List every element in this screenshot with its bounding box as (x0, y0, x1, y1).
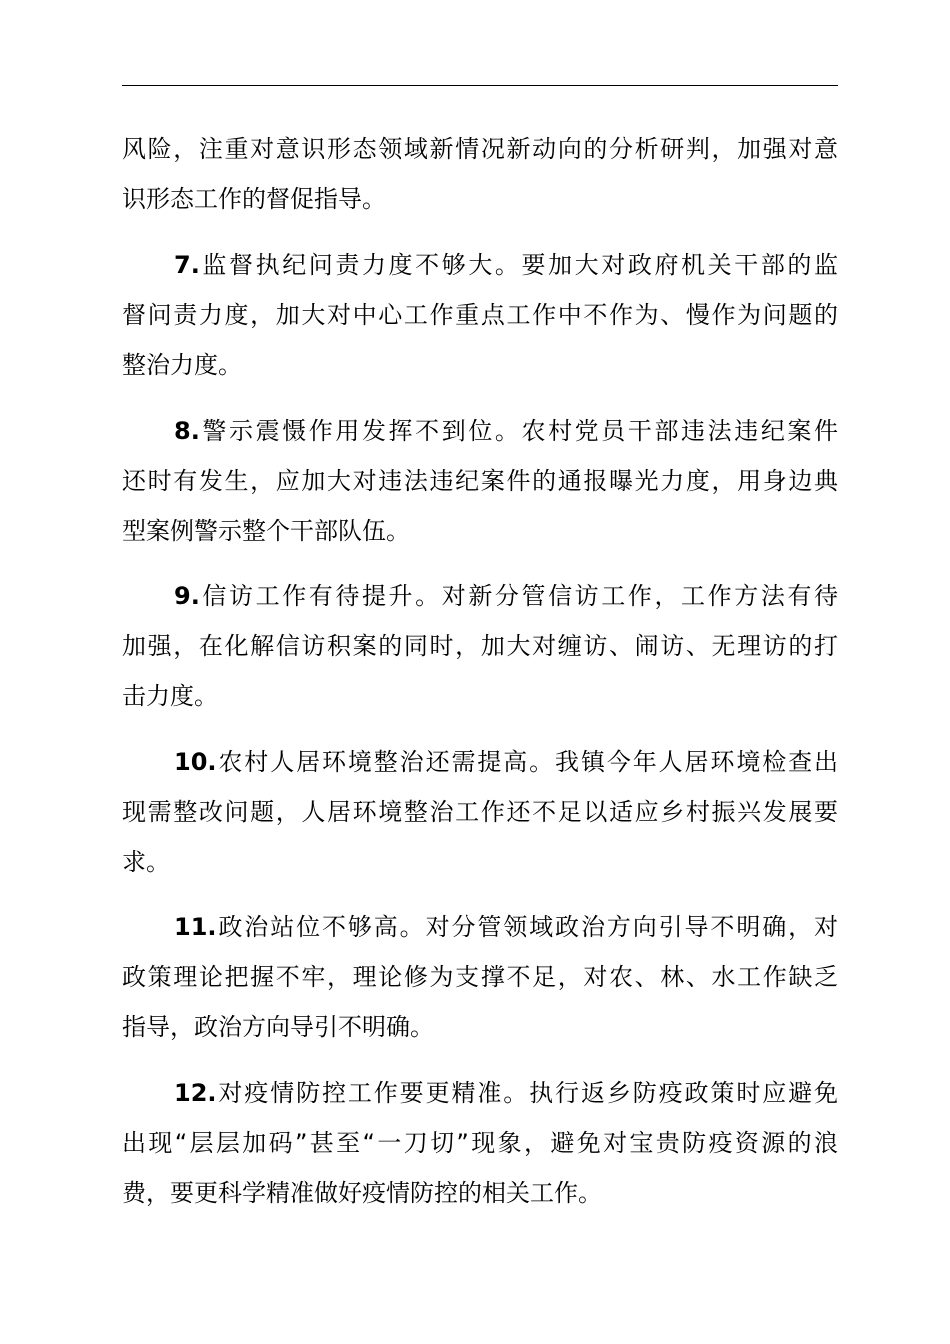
paragraph-text: 农村人居环境整治还需提高。我镇今年人居环境检查出 (216, 748, 838, 776)
paragraph-line: 整治力度。 (122, 351, 242, 379)
paragraph-line: 型案例警示整个干部队伍。 (122, 517, 410, 545)
item-number: 9. (174, 582, 200, 610)
paragraph-line: 费，要更科学精准做好疫情防控的相关工作。 (122, 1179, 602, 1207)
paragraph-first-line (174, 742, 838, 782)
paragraph-first-line (174, 411, 838, 451)
item-number: 7. (174, 251, 200, 279)
paragraph-text: 政治站位不够高。对分管领域政治方向引导不明确，对 (216, 913, 838, 941)
paragraph-text: 警示震慑作用发挥不到位。农村党员干部违法违纪案件 (199, 417, 838, 445)
paragraph-first-line (174, 245, 838, 285)
paragraph-line: 求。 (122, 848, 170, 876)
item-number: 10. (174, 748, 217, 776)
paragraph-text: 对疫情防控工作要更精准。执行返乡防疫政策时应避免 (216, 1079, 838, 1107)
paragraph-line: 识形态工作的督促指导。 (122, 185, 386, 213)
item-number: 8. (174, 417, 200, 445)
paragraph-line: 督问责力度，加大对中心工作重点工作中不作为、慢作为问题的 (122, 301, 838, 329)
paragraph-line: 加强，在化解信访积案的同时，加大对缠访、闹访、无理访的打 (122, 632, 838, 660)
paragraph-line: 击力度。 (122, 682, 218, 710)
paragraph-line: 出现“层层加码”甚至“一刀切”现象，避免对宝贵防疫资源的浪 (122, 1129, 838, 1157)
paragraph-first-line (174, 576, 838, 616)
paragraph-first-line (174, 1073, 838, 1113)
paragraph-line: 现需整改问题，人居环境整治工作还不足以适应乡村振兴发展要 (122, 798, 838, 826)
header-rule (122, 85, 838, 86)
paragraph-text: 监督执纪问责力度不够大。要加大对政府机关干部的监 (199, 251, 838, 279)
paragraph-first-line (174, 907, 838, 947)
item-number: 12. (174, 1079, 217, 1107)
paragraph-text: 信访工作有待提升。对新分管信访工作，工作方法有待 (199, 582, 838, 610)
item-number: 11. (174, 913, 217, 941)
paragraph-line: 政策理论把握不牢，理论修为支撑不足，对农、林、水工作缺乏 (122, 963, 838, 991)
paragraph-line: 还时有发生，应加大对违法违纪案件的通报曝光力度，用身边典 (122, 467, 838, 495)
paragraph-line: 风险，注重对意识形态领域新情况新动向的分析研判，加强对意 (122, 135, 838, 163)
paragraph-line: 指导，政治方向导引不明确。 (122, 1013, 434, 1041)
